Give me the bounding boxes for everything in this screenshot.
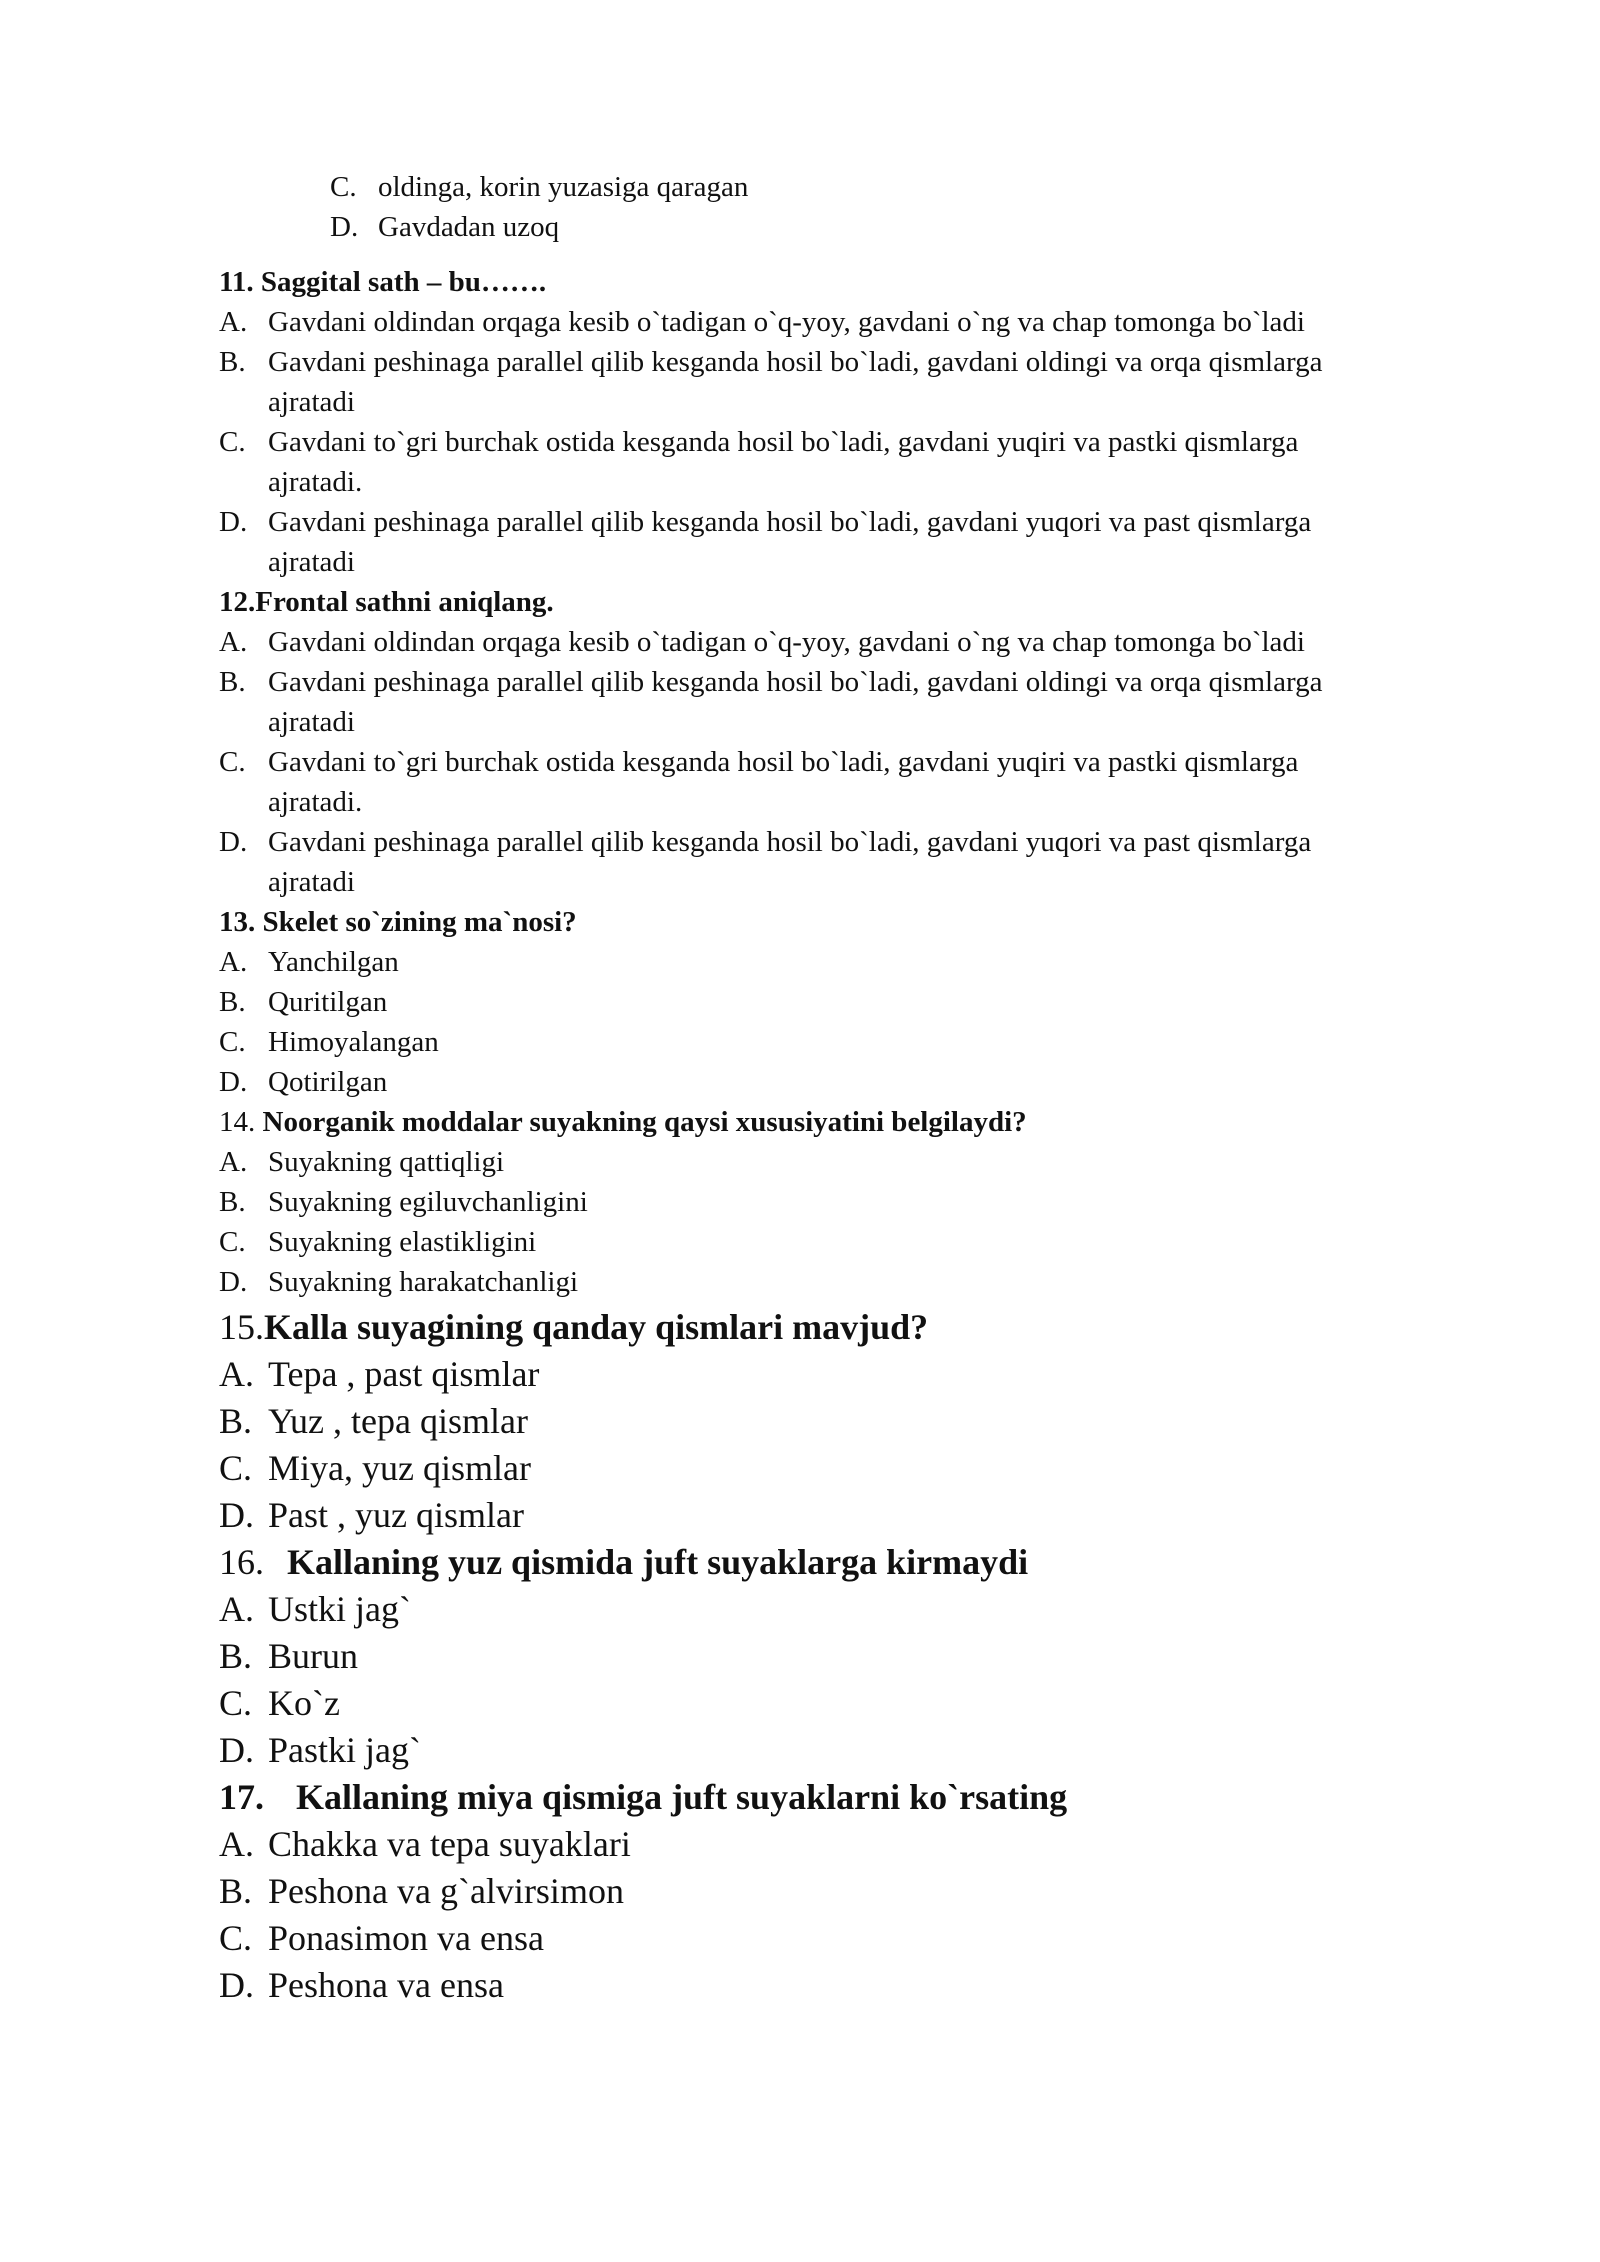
option-letter: D. [219, 1730, 254, 1770]
option-letter: B. [219, 1871, 253, 1911]
option-letter: D. [219, 826, 248, 858]
option-letter: B. [219, 986, 246, 1018]
option-text: Yuz , tepa qismlar [268, 1401, 528, 1441]
option-letter: B. [219, 346, 246, 378]
option-letter: C. [219, 1226, 246, 1258]
question-number: 16. [219, 1542, 264, 1582]
option-text: Burun [268, 1636, 358, 1676]
question-15-title [219, 1304, 928, 1350]
option-text: Gavdadan uzoq [378, 211, 560, 243]
option-text: Pastki jag` [268, 1730, 421, 1770]
option-text: Tepa , past qismlar [268, 1354, 540, 1394]
option-text: Gavdani peshinaga parallel qilib kesganda hosil bo`ladi, gavdani oldingi va orqa qismlarga [268, 666, 1323, 698]
question-number: 17. [219, 1777, 264, 1817]
option-text: oldinga, korin yuzasiga qaragan [378, 171, 749, 203]
option-text: Gavdani oldindan orqaga kesib o`tadigan o`q-yoy, gavdani o`ng va chap tomonga bo`ladi [268, 306, 1305, 338]
option-letter: A. [219, 946, 248, 978]
option-letter: D. [330, 211, 359, 243]
option-text-continued: ajratadi [268, 706, 355, 738]
option-letter: A. [219, 1146, 248, 1178]
option-text-continued: ajratadi. [268, 466, 363, 498]
option-text: Gavdani peshinaga parallel qilib kesganda hosil bo`ladi, gavdani yuqori va past qismlarga [268, 826, 1312, 858]
option-letter: D. [219, 1495, 254, 1535]
option-text: Ponasimon va ensa [268, 1918, 544, 1958]
option-text: Ustki jag` [268, 1589, 411, 1629]
option-letter: D. [219, 506, 248, 538]
option-letter: D. [219, 1266, 248, 1298]
option-letter: C. [219, 1026, 246, 1058]
option-text: Miya, yuz qismlar [268, 1448, 531, 1488]
option-text: Gavdani to`gri burchak ostida kesganda hosil bo`ladi, gavdani yuqiri va pastki qismlarga [268, 426, 1299, 458]
question-13-title: 13. Skelet so`zining ma`nosi? [219, 906, 577, 938]
question-number: 14. [219, 1106, 256, 1138]
option-text: Quritilgan [268, 986, 388, 1018]
option-letter: A. [219, 626, 248, 658]
question-number: 15. [219, 1307, 264, 1347]
option-letter: C. [219, 1448, 253, 1488]
option-text-continued: ajratadi [268, 546, 355, 578]
option-text: Suyakning harakatchanligi [268, 1266, 579, 1298]
option-letter: C. [219, 746, 246, 778]
option-letter: C. [219, 426, 246, 458]
option-letter: D. [219, 1965, 254, 2005]
option-letter: A. [219, 1354, 254, 1394]
question-text: Kallaning miya qismiga juft suyaklarni ko`rsating [296, 1777, 1068, 1817]
option-text: Chakka va tepa suyaklari [268, 1824, 631, 1864]
option-text-continued: ajratadi. [268, 786, 363, 818]
option-letter: A. [219, 306, 248, 338]
option-letter: A. [219, 1589, 254, 1629]
question-14-title [219, 1102, 1027, 1142]
option-letter: D. [219, 1066, 248, 1098]
option-letter: A. [219, 1824, 254, 1864]
option-text: Qotirilgan [268, 1066, 388, 1098]
option-letter: B. [219, 1636, 253, 1676]
option-text: Gavdani peshinaga parallel qilib kesganda hosil bo`ladi, gavdani yuqori va past qismlarga [268, 506, 1312, 538]
option-text-continued: ajratadi [268, 386, 355, 418]
question-text: Noorganik moddalar suyakning qaysi xususiyatini belgilaydi? [262, 1106, 1027, 1138]
option-text: Gavdani to`gri burchak ostida kesganda hosil bo`ladi, gavdani yuqiri va pastki qismlarga [268, 746, 1299, 778]
option-letter: C. [330, 171, 357, 203]
option-text: Gavdani peshinaga parallel qilib kesganda hosil bo`ladi, gavdani oldingi va orqa qismlarga [268, 346, 1323, 378]
option-text: Yanchilgan [268, 946, 399, 978]
option-letter: B. [219, 666, 246, 698]
option-letter: C. [219, 1683, 253, 1723]
option-text: Himoyalangan [268, 1026, 439, 1058]
question-11-title: 11. Saggital sath – bu……. [219, 266, 547, 298]
option-letter: B. [219, 1401, 253, 1441]
question-text: Kallaning yuz qismida juft suyaklarga kirmaydi [287, 1542, 1029, 1582]
option-text: Suyakning egiluvchanligini [268, 1186, 588, 1218]
option-letter: B. [219, 1186, 246, 1218]
option-text: Past , yuz qismlar [268, 1495, 524, 1535]
question-12-title: 12.Frontal sathni aniqlang. [219, 586, 554, 618]
option-text: Suyakning elastikligini [268, 1226, 537, 1258]
option-text: Peshona va g`alvirsimon [268, 1871, 624, 1911]
option-text: Ko`z [268, 1683, 340, 1723]
option-letter: C. [219, 1918, 253, 1958]
option-text: Suyakning qattiqligi [268, 1146, 505, 1178]
question-text: Kalla suyagining qanday qismlari mavjud? [264, 1307, 929, 1347]
option-text: Gavdani oldindan orqaga kesib o`tadigan o`q-yoy, gavdani o`ng va chap tomonga bo`ladi [268, 626, 1305, 658]
option-text: Peshona va ensa [268, 1965, 504, 2005]
option-text-continued: ajratadi [268, 866, 355, 898]
